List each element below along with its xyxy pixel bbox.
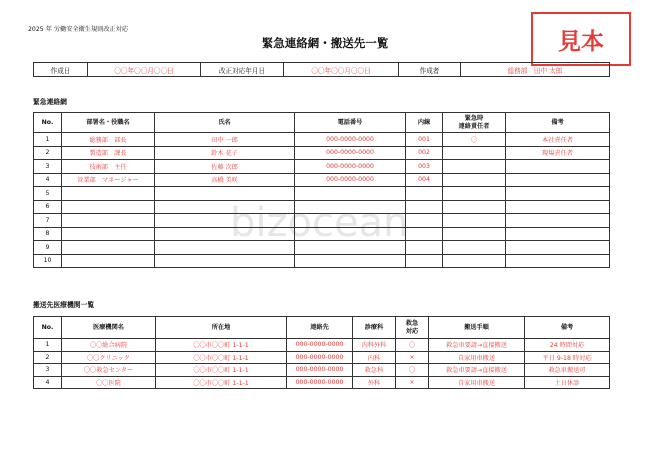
emergency-cell: 田中 一郎 [155,133,295,147]
emergency-cell [295,254,406,268]
emergency-cell: 002 [406,146,443,160]
emergency-cell: 2 [34,146,62,160]
emergency-cell: 製造部 課長 [62,146,155,160]
hospitals-cell: 救急科 [353,364,396,377]
hospitals-cell: 救急車要請→直接搬送 [429,364,525,377]
emergency-cell: 現場責任者 [506,146,610,160]
emergency-cell [155,214,295,228]
hospitals-header-cell: No. [34,317,62,339]
emergency-cell [62,214,155,228]
emergency-header-cell: 氏名 [155,113,295,133]
hospitals-cell: 〇〇クリニック [62,351,156,364]
hospitals-cell: 000-0000-0000 [287,376,353,389]
hospitals-cell: 〇〇医院 [62,376,156,389]
hospitals-header-cell: 医療機関名 [62,317,156,339]
emergency-cell [62,241,155,255]
table-row [34,200,610,214]
hospitals-cell: 〇 [396,339,429,352]
emergency-cell: 高橋 美咲 [155,173,295,187]
hospitals-cell: × [396,376,429,389]
hospitals-cell: 内科 [353,351,396,364]
hospitals-cell: 〇〇市〇〇町 1-1-1 [156,351,287,364]
emergency-cell [506,160,610,174]
table-row [34,364,610,377]
table-row [34,241,610,255]
emergency-cell: 佐藤 次郎 [155,160,295,174]
emergency-cell [406,241,443,255]
hospitals-cell: 1 [34,339,62,352]
created-date-label: 作成日 [34,63,88,77]
hospitals-cell: 〇〇総合病院 [62,339,156,352]
emergency-cell [443,241,506,255]
emergency-cell [506,214,610,228]
emergency-cell [295,241,406,255]
emergency-cell [443,173,506,187]
emergency-cell: 6 [34,200,62,214]
emergency-contact-table [33,112,610,268]
emergency-cell [406,227,443,241]
emergency-cell: 鈴木 花子 [155,146,295,160]
emergency-cell: 9 [34,241,62,255]
emergency-section-title: 緊急連絡網 [33,98,67,106]
emergency-cell [443,254,506,268]
emergency-cell [443,146,506,160]
emergency-cell: 001 [406,133,443,147]
created-date-value: 〇〇年〇〇月〇〇日 [88,63,201,77]
emergency-cell: 4 [34,173,62,187]
table-row [34,376,610,389]
emergency-cell [506,227,610,241]
emergency-header-cell: 電話番号 [295,113,406,133]
emergency-cell [406,254,443,268]
emergency-cell [506,200,610,214]
emergency-cell [295,200,406,214]
emergency-cell: 3 [34,160,62,174]
hospitals-cell: 平日 9-18 時対応 [525,351,610,364]
hospitals-cell: 救急車要請→直接搬送 [429,339,525,352]
table-row [34,351,610,364]
watermark: bizocean [230,200,409,246]
emergency-cell [295,214,406,228]
sample-stamp: 見本 [531,12,631,66]
hospitals-cell: 2 [34,351,62,364]
emergency-cell [506,254,610,268]
emergency-cell: 000-0000-0000 [295,173,406,187]
emergency-cell: 000-0000-0000 [295,146,406,160]
emergency-header-cell: 内線 [406,113,443,133]
emergency-header-cell: 備考 [506,113,610,133]
emergency-cell [62,254,155,268]
hospitals-cell: 000-0000-0000 [287,351,353,364]
regulation-note: 2025 年 労働安全衛生規則改正対応 [28,26,129,33]
table-row [34,146,610,160]
page-title: 緊急連絡網・搬送先一覧 [261,36,389,50]
table-row [34,214,610,228]
hospitals-header-cell: 救急 対応 [396,317,429,339]
hospitals-cell: 救急車搬送可 [525,364,610,377]
emergency-cell [155,241,295,255]
hospitals-cell: 〇〇市〇〇町 1-1-1 [156,364,287,377]
emergency-cell [506,187,610,201]
table-row [34,133,610,147]
emergency-cell [406,214,443,228]
emergency-cell [506,241,610,255]
emergency-header-cell: No. [34,113,62,133]
hospitals-cell: 内科外科 [353,339,396,352]
emergency-cell: 5 [34,187,62,201]
hospitals-cell: 自家用車搬送 [429,351,525,364]
hospital-section-title: 搬送先医療機関一覧 [33,301,95,309]
emergency-cell: 000-0000-0000 [295,133,406,147]
table-row [34,227,610,241]
table-row [34,254,610,268]
emergency-cell [155,200,295,214]
emergency-cell [295,227,406,241]
hospitals-cell: 自家用車搬送 [429,376,525,389]
emergency-cell [155,254,295,268]
hospitals-cell: × [396,351,429,364]
emergency-cell [155,227,295,241]
emergency-cell [443,200,506,214]
hospital-list-table [33,316,610,389]
document-meta-table [33,62,610,77]
hospitals-cell: 〇〇救急センター [62,364,156,377]
hospitals-cell: 4 [34,376,62,389]
emergency-cell [443,160,506,174]
emergency-cell [155,187,295,201]
emergency-header-cell: 部署名・役職名 [62,113,155,133]
table-row [34,173,610,187]
emergency-cell: 総務部 部長 [62,133,155,147]
revised-date-value: 〇〇年〇〇月〇〇日 [284,63,399,77]
emergency-cell: 本社責任者 [506,133,610,147]
table-row [34,160,610,174]
emergency-cell: 技術部 主任 [62,160,155,174]
emergency-cell: 10 [34,254,62,268]
table-row [34,187,610,201]
hospitals-cell: 〇〇市〇〇町 1-1-1 [156,376,287,389]
hospitals-cell: 000-0000-0000 [287,339,353,352]
hospitals-cell: 外科 [353,376,396,389]
author-value: 総務部 田中 太郎 [461,63,610,77]
emergency-cell [406,200,443,214]
emergency-cell: 営業部 マネージャー [62,173,155,187]
hospitals-header-cell: 搬送手順 [429,317,525,339]
hospitals-cell: 〇 [396,364,429,377]
emergency-cell: 8 [34,227,62,241]
emergency-cell [62,227,155,241]
hospitals-cell: 3 [34,364,62,377]
hospitals-header-cell: 備考 [525,317,610,339]
emergency-cell [406,187,443,201]
emergency-cell [443,227,506,241]
hospitals-cell: 24 時間対応 [525,339,610,352]
hospitals-header-cell: 連絡先 [287,317,353,339]
emergency-cell: 000-0000-0000 [295,160,406,174]
hospitals-cell: 000-0000-0000 [287,364,353,377]
emergency-cell: 003 [406,160,443,174]
hospitals-header-cell: 所在地 [156,317,287,339]
emergency-cell [506,173,610,187]
emergency-cell [443,214,506,228]
revised-date-label: 改正対応年月日 [201,63,284,77]
emergency-cell [62,187,155,201]
emergency-cell: 1 [34,133,62,147]
emergency-cell: 004 [406,173,443,187]
emergency-header-cell: 緊急時 連絡責任者 [443,113,506,133]
hospitals-cell: 〇〇市〇〇町 1-1-1 [156,339,287,352]
author-label: 作成者 [399,63,461,77]
emergency-cell [443,187,506,201]
hospitals-header-cell: 診療科 [353,317,396,339]
hospitals-cell: 土日休診 [525,376,610,389]
table-row [34,339,610,352]
emergency-cell: 〇 [443,133,506,147]
emergency-cell: 7 [34,214,62,228]
emergency-cell [295,187,406,201]
emergency-cell [62,200,155,214]
